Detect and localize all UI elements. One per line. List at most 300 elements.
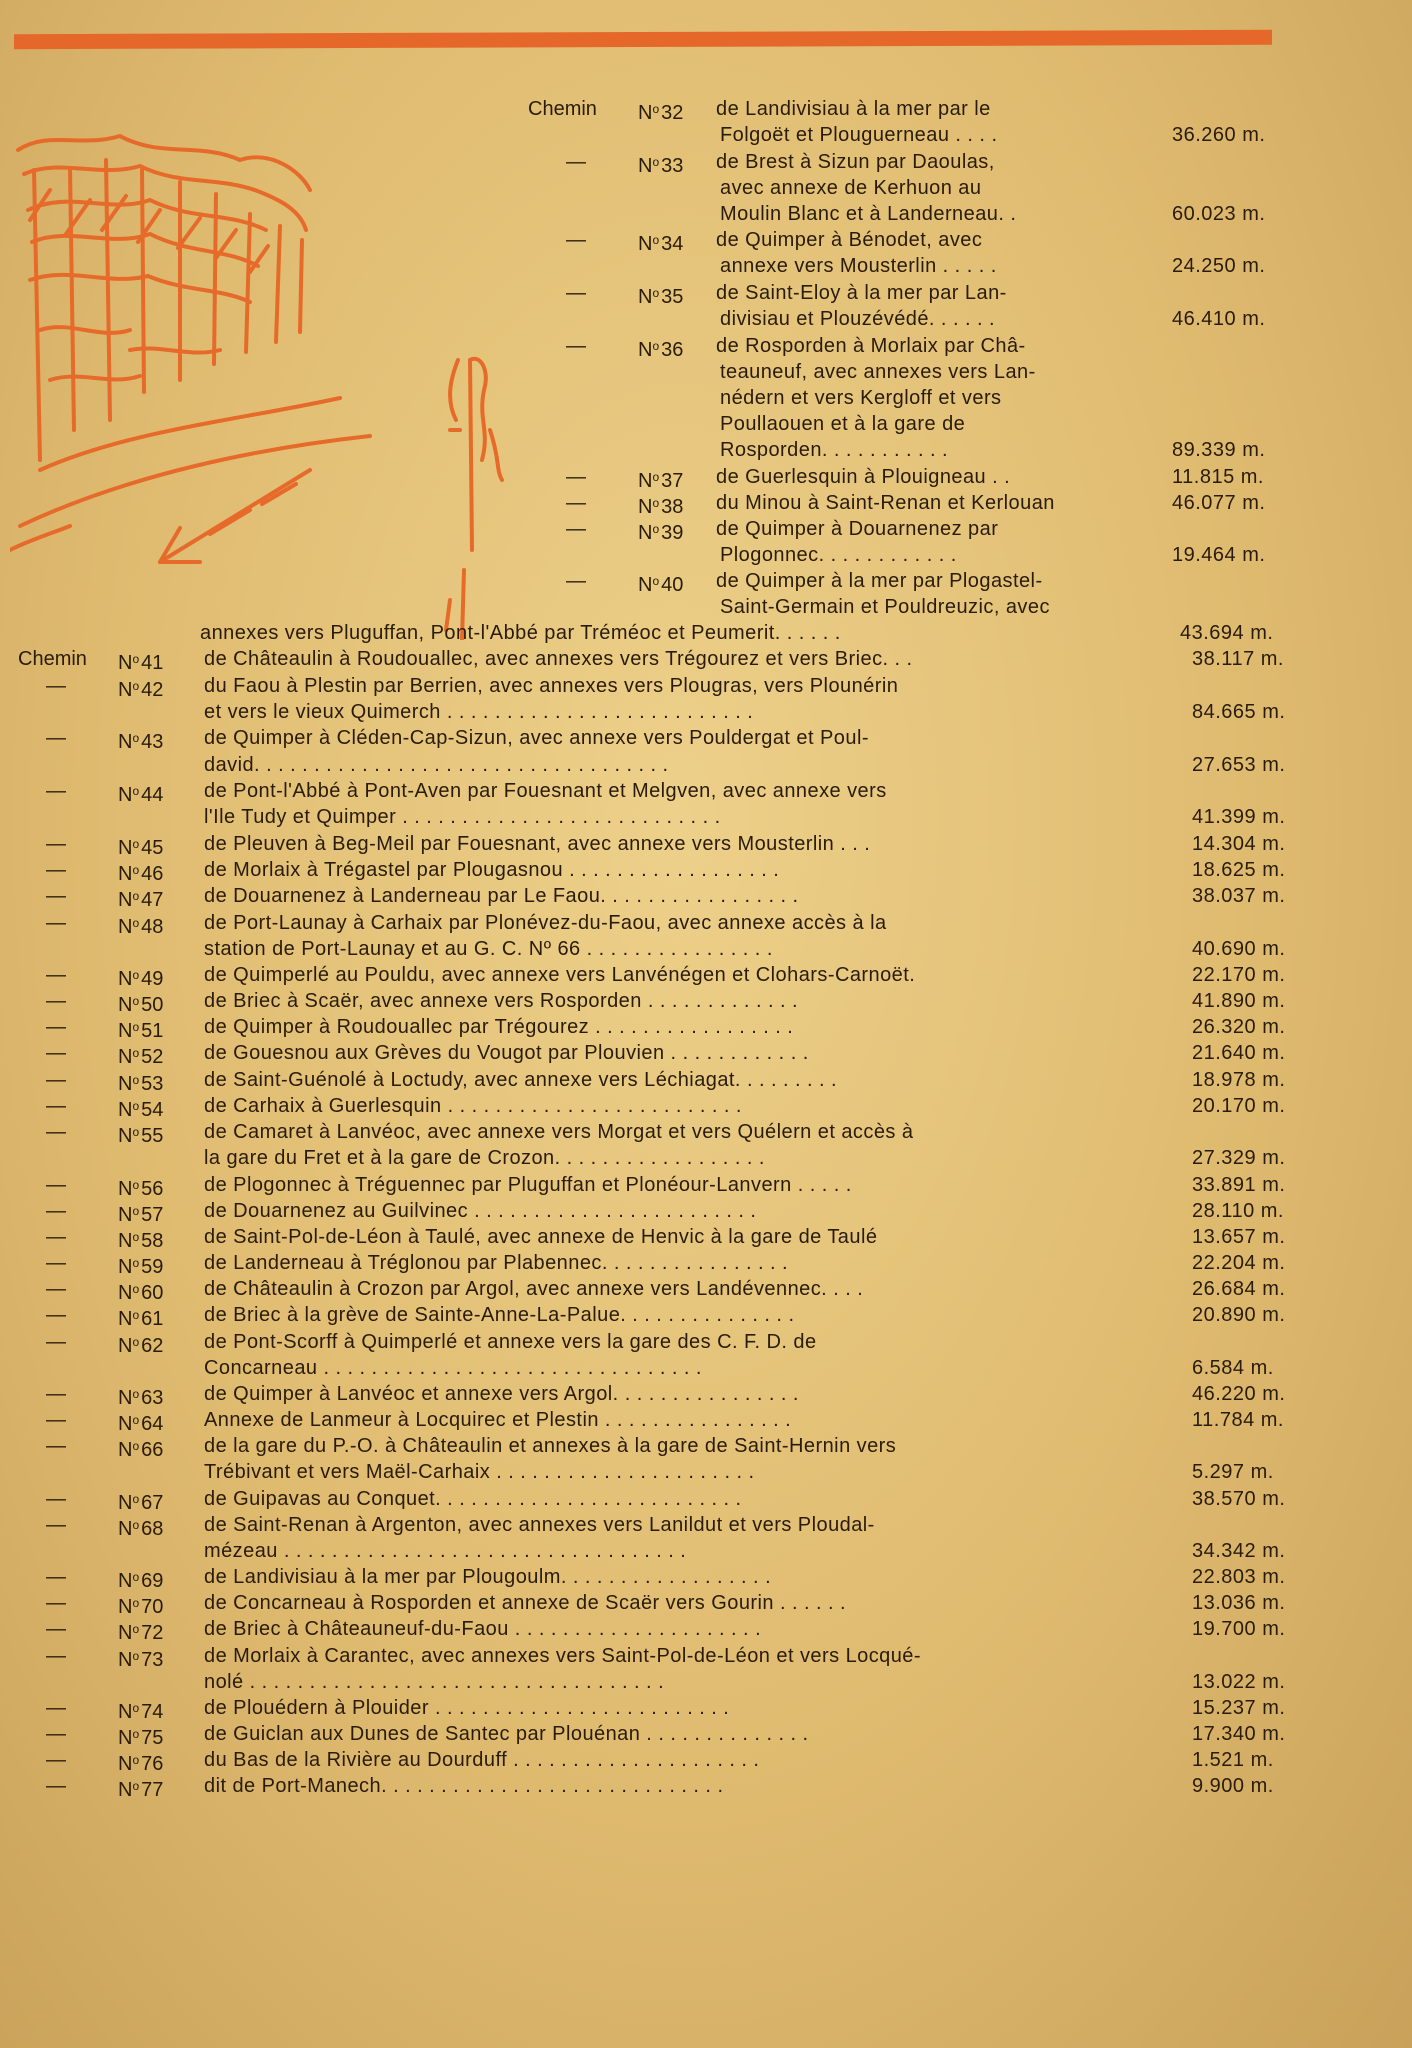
entry-row xyxy=(0,1459,1412,1485)
road-number-value: 64 xyxy=(141,1413,164,1435)
route-description: de Briec à la grève de Sainte-Anne-La-Palue. . . . . . . . . . . . . . . xyxy=(204,1304,795,1326)
entry-row xyxy=(0,646,1412,672)
road-number: $N^o$ 43 xyxy=(118,731,164,753)
ditto-dash: — xyxy=(46,912,66,934)
road-number-value: 75 xyxy=(141,1727,164,1749)
route-description: de Pleuven à Beg-Meil par Fouesnant, avec annexe vers Mousterlin . . . xyxy=(204,833,871,855)
ditto-dash: — xyxy=(46,1016,66,1038)
route-description: Rosporden. . . . . . . . . . . xyxy=(720,439,949,461)
distance-value: 13.022 m. xyxy=(1192,1671,1286,1693)
road-number: $N^o$ 75 xyxy=(118,1727,164,1749)
road-number: $N^o$ 34 xyxy=(638,233,684,255)
entry-row xyxy=(0,1198,1412,1224)
road-number-value: 33 xyxy=(661,155,684,177)
road-number-value: 46 xyxy=(141,863,164,885)
road-number: $N^o$ 49 xyxy=(118,968,164,990)
road-number-value: 66 xyxy=(141,1439,164,1461)
route-description: mézeau . . . . . . . . . . . . . . . . . . . . . . . . . . . . . . . . . . xyxy=(204,1540,687,1562)
route-description: Concarneau . . . . . . . . . . . . . . . . . . . . . . . . . . . . . . . . xyxy=(204,1357,702,1379)
ditto-dash: — xyxy=(46,1645,66,1667)
entry-row xyxy=(0,778,1412,804)
distance-value: 11.784 m. xyxy=(1192,1409,1284,1431)
route-description: de Brest à Sizun par Daoulas, xyxy=(716,151,995,173)
entry-row xyxy=(0,306,1412,332)
ditto-dash: — xyxy=(46,1409,66,1431)
entry-row xyxy=(0,620,1412,646)
route-description: de Saint-Renan à Argenton, avec annexes vers Lanildut et vers Ploudal- xyxy=(204,1514,875,1536)
road-number: $N^o$ 38 xyxy=(638,496,684,518)
road-number-value: 62 xyxy=(141,1335,164,1357)
road-number-value: 58 xyxy=(141,1230,164,1252)
distance-value: 18.625 m. xyxy=(1192,859,1286,881)
road-number: $N^o$ 54 xyxy=(118,1099,164,1121)
ditto-dash: — xyxy=(566,518,586,540)
road-number-value: 49 xyxy=(141,968,164,990)
entry-row xyxy=(0,122,1412,148)
road-number-value: 69 xyxy=(141,1570,164,1592)
entry-row xyxy=(0,1512,1412,1538)
road-number: $N^o$ 47 xyxy=(118,889,164,911)
road-number: $N^o$ 33 xyxy=(638,155,684,177)
road-number: $N^o$ 46 xyxy=(118,863,164,885)
road-number: $N^o$ 41 xyxy=(118,652,164,674)
entry-row xyxy=(0,1669,1412,1695)
entry-row xyxy=(0,936,1412,962)
road-number: $N^o$ 42 xyxy=(118,679,164,701)
route-description: de Guiclan aux Dunes de Santec par Plouénan . . . . . . . . . . . . . . xyxy=(204,1723,809,1745)
road-number: $N^o$ 69 xyxy=(118,1570,164,1592)
route-description: teauneuf, avec annexes vers Lan- xyxy=(720,361,1036,383)
distance-value: 13.657 m. xyxy=(1192,1226,1286,1248)
road-number: $N^o$ 72 xyxy=(118,1622,164,1644)
distance-value: 22.803 m. xyxy=(1192,1566,1286,1588)
road-number: $N^o$ 64 xyxy=(118,1413,164,1435)
road-number-value: 40 xyxy=(661,574,684,596)
entry-row xyxy=(0,857,1412,883)
route-description: du Faou à Plestin par Berrien, avec annexes vers Plougras, vers Plounérin xyxy=(204,675,899,697)
road-number-value: 59 xyxy=(141,1256,164,1278)
road-number-value: 37 xyxy=(661,470,684,492)
entry-row xyxy=(0,490,1412,516)
distance-value: 26.684 m. xyxy=(1192,1278,1286,1300)
distance-value: 38.037 m. xyxy=(1192,885,1286,907)
ditto-dash: — xyxy=(46,990,66,1012)
road-number: $N^o$ 35 xyxy=(638,286,684,308)
entry-row xyxy=(0,253,1412,279)
ditto-dash: — xyxy=(46,1566,66,1588)
road-number: $N^o$ 50 xyxy=(118,994,164,1016)
road-number: $N^o$ 57 xyxy=(118,1204,164,1226)
entry-row xyxy=(0,96,1412,122)
entry-row xyxy=(0,910,1412,936)
distance-value: 46.077 m. xyxy=(1172,492,1266,514)
ditto-dash: — xyxy=(46,1121,66,1143)
route-description: de Plogonnec à Tréguennec par Pluguffan et Plonéour-Lanvern . . . . . xyxy=(204,1174,852,1196)
distance-value: 14.304 m. xyxy=(1192,833,1286,855)
road-number-value: 72 xyxy=(141,1622,164,1644)
ditto-dash: — xyxy=(46,1200,66,1222)
route-description: de Douarnenez à Landerneau par Le Faou. . . . . . . . . . . . . . . . . xyxy=(204,885,799,907)
entry-row xyxy=(0,752,1412,778)
road-number-value: 45 xyxy=(141,837,164,859)
entry-row xyxy=(0,464,1412,490)
road-number: $N^o$ 32 xyxy=(638,102,684,124)
entry-row xyxy=(0,227,1412,253)
distance-value: 13.036 m. xyxy=(1192,1592,1286,1614)
entry-row xyxy=(0,1590,1412,1616)
road-number-value: 76 xyxy=(141,1753,164,1775)
route-description: Poullaouen et à la gare de xyxy=(720,413,966,435)
entry-row xyxy=(0,883,1412,909)
route-description: dit de Port-Manech. . . . . . . . . . . . . . . . . . . . . . . . . . . . . xyxy=(204,1775,724,1797)
route-description: de Quimper à Douarnenez par xyxy=(716,518,999,540)
road-number: $N^o$ 60 xyxy=(118,1282,164,1304)
road-number: $N^o$ 58 xyxy=(118,1230,164,1252)
route-description: david. . . . . . . . . . . . . . . . . . . . . . . . . . . . . . . . . . . xyxy=(204,754,669,776)
distance-value: 43.694 m. xyxy=(1180,622,1274,644)
entry-row xyxy=(0,1355,1412,1381)
entry-row xyxy=(0,1302,1412,1328)
ditto-dash: — xyxy=(46,1697,66,1719)
entry-row xyxy=(0,1250,1412,1276)
distance-value: 41.399 m. xyxy=(1192,806,1286,828)
route-description: Annexe de Lanmeur à Locquirec et Plestin . . . . . . . . . . . . . . . . xyxy=(204,1409,792,1431)
distance-value: 21.640 m. xyxy=(1192,1042,1286,1064)
road-number: $N^o$ 73 xyxy=(118,1649,164,1671)
ditto-dash: — xyxy=(46,1488,66,1510)
road-number: $N^o$ 67 xyxy=(118,1492,164,1514)
ditto-dash: — xyxy=(46,1435,66,1457)
route-description: de Quimperlé au Pouldu, avec annexe vers Lanvénégen et Clohars-Carnoët. xyxy=(204,964,916,986)
road-number-value: 61 xyxy=(141,1308,164,1330)
distance-value: 5.297 m. xyxy=(1192,1461,1274,1483)
road-number-value: 34 xyxy=(661,233,684,255)
route-description: Folgoët et Plouguerneau . . . . xyxy=(720,124,998,146)
road-number-value: 32 xyxy=(661,102,684,124)
entry-row xyxy=(0,1486,1412,1512)
route-description: la gare du Fret et à la gare de Crozon. . . . . . . . . . . . . . . . . . xyxy=(204,1147,765,1169)
entry-row xyxy=(0,1040,1412,1066)
ditto-dash: — xyxy=(46,1278,66,1300)
entry-row xyxy=(0,333,1412,359)
ditto-dash: — xyxy=(46,1042,66,1064)
road-number: $N^o$ 66 xyxy=(118,1439,164,1461)
entry-row xyxy=(0,201,1412,227)
route-description: annexes vers Pluguffan, Pont-l'Abbé par Tréméoc et Peumerit. . . . . . xyxy=(200,622,841,644)
ditto-dash: — xyxy=(46,780,66,802)
entry-row xyxy=(0,1224,1412,1250)
road-number-value: 42 xyxy=(141,679,164,701)
entry-row xyxy=(0,1643,1412,1669)
distance-value: 22.204 m. xyxy=(1192,1252,1286,1274)
distance-value: 24.250 m. xyxy=(1172,255,1266,277)
road-number-value: 54 xyxy=(141,1099,164,1121)
ditto-dash: — xyxy=(46,1592,66,1614)
route-description: l'Ile Tudy et Quimper . . . . . . . . . . . . . . . . . . . . . . . . . . . xyxy=(204,806,721,828)
road-number-value: 43 xyxy=(141,731,164,753)
route-description: de Quimper à Roudouallec par Trégourez . . . . . . . . . . . . . . . . . xyxy=(204,1016,794,1038)
route-description: de Rosporden à Morlaix par Châ- xyxy=(716,335,1026,357)
route-description: divisiau et Plouzévédé. . . . . . xyxy=(720,308,995,330)
ditto-dash: — xyxy=(566,282,586,304)
route-description: de la gare du P.-O. à Châteaulin et annexes à la gare de Saint-Hernin vers xyxy=(204,1435,897,1457)
entry-row xyxy=(0,1773,1412,1799)
entry-row xyxy=(0,1093,1412,1119)
ditto-dash: — xyxy=(566,570,586,592)
ditto-dash: — xyxy=(46,833,66,855)
route-description: Moulin Blanc et à Landerneau. . xyxy=(720,203,1017,225)
road-number: $N^o$ 48 xyxy=(118,916,164,938)
road-number: $N^o$ 63 xyxy=(118,1387,164,1409)
distance-value: 18.978 m. xyxy=(1192,1069,1286,1091)
route-description: de Quimper à Lanvéoc et annexe vers Argol. . . . . . . . . . . . . . . . xyxy=(204,1383,799,1405)
distance-value: 27.653 m. xyxy=(1192,754,1286,776)
route-description: et vers le vieux Quimerch . . . . . . . . . . . . . . . . . . . . . . . . . . xyxy=(204,701,754,723)
entry-row xyxy=(0,1721,1412,1747)
road-number: $N^o$ 37 xyxy=(638,470,684,492)
road-number: $N^o$ 61 xyxy=(118,1308,164,1330)
ditto-dash: — xyxy=(46,1723,66,1745)
ditto-dash: — xyxy=(566,151,586,173)
road-number: $N^o$ 45 xyxy=(118,837,164,859)
entry-row xyxy=(0,1119,1412,1145)
route-description: de Port-Launay à Carhaix par Plonévez-du-Faou, avec annexe accès à la xyxy=(204,912,887,934)
route-description: nolé . . . . . . . . . . . . . . . . . . . . . . . . . . . . . . . . . . . xyxy=(204,1671,665,1693)
ditto-dash: — xyxy=(46,859,66,881)
entry-row xyxy=(0,149,1412,175)
route-description: de Saint-Guénolé à Loctudy, avec annexe vers Léchiagat. . . . . . . . . xyxy=(204,1069,838,1091)
entry-row xyxy=(0,1695,1412,1721)
route-description: de Douarnenez au Guilvinec . . . . . . . . . . . . . . . . . . . . . . . . xyxy=(204,1200,757,1222)
road-number-value: 47 xyxy=(141,889,164,911)
entry-row xyxy=(0,359,1412,385)
road-number-value: 56 xyxy=(141,1178,164,1200)
route-description: du Minou à Saint-Renan et Kerlouan xyxy=(716,492,1055,514)
ditto-dash: — xyxy=(46,1775,66,1797)
entry-row xyxy=(0,1172,1412,1198)
distance-value: 38.117 m. xyxy=(1192,648,1284,670)
distance-value: 46.220 m. xyxy=(1192,1383,1286,1405)
ditto-dash: — xyxy=(46,1749,66,1771)
road-number: $N^o$ 55 xyxy=(118,1125,164,1147)
entry-row xyxy=(0,988,1412,1014)
road-number: $N^o$ 62 xyxy=(118,1335,164,1357)
road-number: $N^o$ 40 xyxy=(638,574,684,596)
entry-row xyxy=(0,411,1412,437)
road-number: $N^o$ 39 xyxy=(638,522,684,544)
road-number: $N^o$ 52 xyxy=(118,1046,164,1068)
route-description: de Morlaix à Carantec, avec annexes vers Saint-Pol-de-Léon et vers Locqué- xyxy=(204,1645,921,1667)
route-description: de Carhaix à Guerlesquin . . . . . . . . . . . . . . . . . . . . . . . . . xyxy=(204,1095,742,1117)
road-number-value: 67 xyxy=(141,1492,164,1514)
route-description: du Bas de la Rivière au Dourduff . . . . . . . . . . . . . . . . . . . . . xyxy=(204,1749,760,1771)
road-number-value: 70 xyxy=(141,1596,164,1618)
road-number-value: 60 xyxy=(141,1282,164,1304)
route-description: station de Port-Launay et au G. C. Nº 66 . . . . . . . . . . . . . . . . xyxy=(204,938,773,960)
entry-row xyxy=(0,542,1412,568)
entry-row xyxy=(0,1329,1412,1355)
distance-value: 17.340 m. xyxy=(1192,1723,1286,1745)
ditto-dash: — xyxy=(566,466,586,488)
distance-value: 60.023 m. xyxy=(1172,203,1266,225)
road-number-value: 68 xyxy=(141,1518,164,1540)
chemin-label: Chemin xyxy=(528,98,597,120)
entry-row xyxy=(0,175,1412,201)
ditto-dash: — xyxy=(46,964,66,986)
distance-value: 6.584 m. xyxy=(1192,1357,1274,1379)
road-number: $N^o$ 59 xyxy=(118,1256,164,1278)
route-description: avec annexe de Kerhuon au xyxy=(720,177,982,199)
route-description: de Pont-l'Abbé à Pont-Aven par Fouesnant et Melgven, avec annexe vers xyxy=(204,780,887,802)
entry-row xyxy=(0,1564,1412,1590)
distance-value: 22.170 m. xyxy=(1192,964,1286,986)
road-number-value: 63 xyxy=(141,1387,164,1409)
road-number-value: 57 xyxy=(141,1204,164,1226)
entry-row xyxy=(0,1381,1412,1407)
road-number-value: 77 xyxy=(141,1779,164,1801)
distance-value: 20.170 m. xyxy=(1192,1095,1286,1117)
entry-row xyxy=(0,725,1412,751)
entry-row xyxy=(0,568,1412,594)
route-description: de Landivisiau à la mer par le xyxy=(716,98,991,120)
ditto-dash: — xyxy=(46,1226,66,1248)
ditto-dash: — xyxy=(46,675,66,697)
road-number: $N^o$ 36 xyxy=(638,339,684,361)
entry-row xyxy=(0,1433,1412,1459)
road-number: $N^o$ 44 xyxy=(118,784,164,806)
distance-value: 34.342 m. xyxy=(1192,1540,1286,1562)
distance-value: 19.464 m. xyxy=(1172,544,1266,566)
route-description: Trébivant et vers Maël-Carhaix . . . . . . . . . . . . . . . . . . . . . . xyxy=(204,1461,755,1483)
route-description: de Quimper à la mer par Plogastel- xyxy=(716,570,1043,592)
road-number-value: 36 xyxy=(661,339,684,361)
entry-row xyxy=(0,1538,1412,1564)
entry-row xyxy=(0,280,1412,306)
entry-row xyxy=(0,1747,1412,1773)
entry-row xyxy=(0,699,1412,725)
road-number: $N^o$ 68 xyxy=(118,1518,164,1540)
distance-value: 36.260 m. xyxy=(1172,124,1266,146)
entry-row xyxy=(0,385,1412,411)
route-description: annexe vers Mousterlin . . . . . xyxy=(720,255,997,277)
route-description: de Plouédern à Plouider . . . . . . . . . . . . . . . . . . . . . . . . . xyxy=(204,1697,730,1719)
distance-value: 41.890 m. xyxy=(1192,990,1286,1012)
road-number: $N^o$ 51 xyxy=(118,1020,164,1042)
road-number: $N^o$ 70 xyxy=(118,1596,164,1618)
distance-value: 1.521 m. xyxy=(1192,1749,1274,1771)
road-number-value: 48 xyxy=(141,916,164,938)
road-number: $N^o$ 77 xyxy=(118,1779,164,1801)
ditto-dash: — xyxy=(46,1331,66,1353)
road-number-value: 52 xyxy=(141,1046,164,1068)
distance-value: 19.700 m. xyxy=(1192,1618,1286,1640)
ditto-dash: — xyxy=(46,1069,66,1091)
road-number-value: 44 xyxy=(141,784,164,806)
entry-row xyxy=(0,516,1412,542)
ditto-dash: — xyxy=(46,1618,66,1640)
distance-value: 89.339 m. xyxy=(1172,439,1266,461)
route-description: de Landerneau à Tréglonou par Plabennec. . . . . . . . . . . . . . . . xyxy=(204,1252,789,1274)
route-description: nédern et vers Kergloff et vers xyxy=(720,387,1002,409)
entry-row xyxy=(0,1407,1412,1433)
distance-value: 40.690 m. xyxy=(1192,938,1286,960)
distance-value: 46.410 m. xyxy=(1172,308,1266,330)
entry-row xyxy=(0,594,1412,620)
route-description: de Châteaulin à Roudouallec, avec annexes vers Trégourez et vers Briec. . . xyxy=(204,648,913,670)
distance-value: 27.329 m. xyxy=(1192,1147,1286,1169)
ditto-dash: — xyxy=(566,229,586,251)
entry-row xyxy=(0,962,1412,988)
road-number-value: 51 xyxy=(141,1020,164,1042)
route-description: de Guipavas au Conquet. . . . . . . . . . . . . . . . . . . . . . . . . . xyxy=(204,1488,742,1510)
road-number-value: 73 xyxy=(141,1649,164,1671)
distance-value: 84.665 m. xyxy=(1192,701,1286,723)
ditto-dash: — xyxy=(46,1174,66,1196)
route-description: de Saint-Pol-de-Léon à Taulé, avec annexe de Henvic à la gare de Taulé xyxy=(204,1226,878,1248)
entry-row xyxy=(0,1276,1412,1302)
route-description: de Saint-Eloy à la mer par Lan- xyxy=(716,282,1007,304)
route-description: de Morlaix à Trégastel par Plougasnou . . . . . . . . . . . . . . . . . . xyxy=(204,859,780,881)
route-description: de Briec à Scaër, avec annexe vers Rosporden . . . . . . . . . . . . . xyxy=(204,990,798,1012)
entry-row xyxy=(0,804,1412,830)
road-number: $N^o$ 56 xyxy=(118,1178,164,1200)
entry-row xyxy=(0,831,1412,857)
route-description: de Châteaulin à Crozon par Argol, avec annexe vers Landévennec. . . . xyxy=(204,1278,864,1300)
entry-row xyxy=(0,437,1412,463)
distance-value: 38.570 m. xyxy=(1192,1488,1286,1510)
road-number-value: 53 xyxy=(141,1073,164,1095)
route-description: Plogonnec. . . . . . . . . . . . xyxy=(720,544,957,566)
ditto-dash: — xyxy=(46,1252,66,1274)
route-description: de Quimper à Cléden-Cap-Sizun, avec annexe vers Pouldergat et Poul- xyxy=(204,727,869,749)
ditto-dash: — xyxy=(46,1514,66,1536)
entry-row xyxy=(0,1616,1412,1642)
ditto-dash: — xyxy=(46,885,66,907)
distance-value: 26.320 m. xyxy=(1192,1016,1286,1038)
entry-row xyxy=(0,1014,1412,1040)
ditto-dash: — xyxy=(566,492,586,514)
road-number-value: 38 xyxy=(661,496,684,518)
route-description: de Pont-Scorff à Quimperlé et annexe vers la gare des C. F. D. de xyxy=(204,1331,817,1353)
ditto-dash: — xyxy=(46,1383,66,1405)
entry-row xyxy=(0,1145,1412,1171)
route-description: de Guerlesquin à Plouigneau . . xyxy=(716,466,1011,488)
road-number: $N^o$ 76 xyxy=(118,1753,164,1775)
distance-value: 11.815 m. xyxy=(1172,466,1264,488)
chemin-label: Chemin xyxy=(18,648,87,670)
road-number-value: 35 xyxy=(661,286,684,308)
road-number-value: 55 xyxy=(141,1125,164,1147)
road-number-value: 41 xyxy=(141,652,164,674)
route-description: de Camaret à Lanvéoc, avec annexe vers Morgat et vers Quélern et accès à xyxy=(204,1121,914,1143)
entry-row xyxy=(0,1067,1412,1093)
distance-value: 33.891 m. xyxy=(1192,1174,1286,1196)
road-number-value: 74 xyxy=(141,1701,164,1723)
ditto-dash: — xyxy=(566,335,586,357)
route-description: de Briec à Châteauneuf-du-Faou . . . . . . . . . . . . . . . . . . . . . xyxy=(204,1618,762,1640)
distance-value: 28.110 m. xyxy=(1192,1200,1284,1222)
orange-header-rule xyxy=(14,30,1272,49)
ditto-dash: — xyxy=(46,1304,66,1326)
route-description: de Gouesnou aux Grèves du Vougot par Plouvien . . . . . . . . . . . . xyxy=(204,1042,809,1064)
entry-row xyxy=(0,673,1412,699)
ditto-dash: — xyxy=(46,727,66,749)
road-number-value: 39 xyxy=(661,522,684,544)
distance-value: 9.900 m. xyxy=(1192,1775,1274,1797)
road-number-value: 50 xyxy=(141,994,164,1016)
route-description: de Concarneau à Rosporden et annexe de Scaër vers Gourin . . . . . . xyxy=(204,1592,847,1614)
distance-value: 15.237 m. xyxy=(1192,1697,1286,1719)
